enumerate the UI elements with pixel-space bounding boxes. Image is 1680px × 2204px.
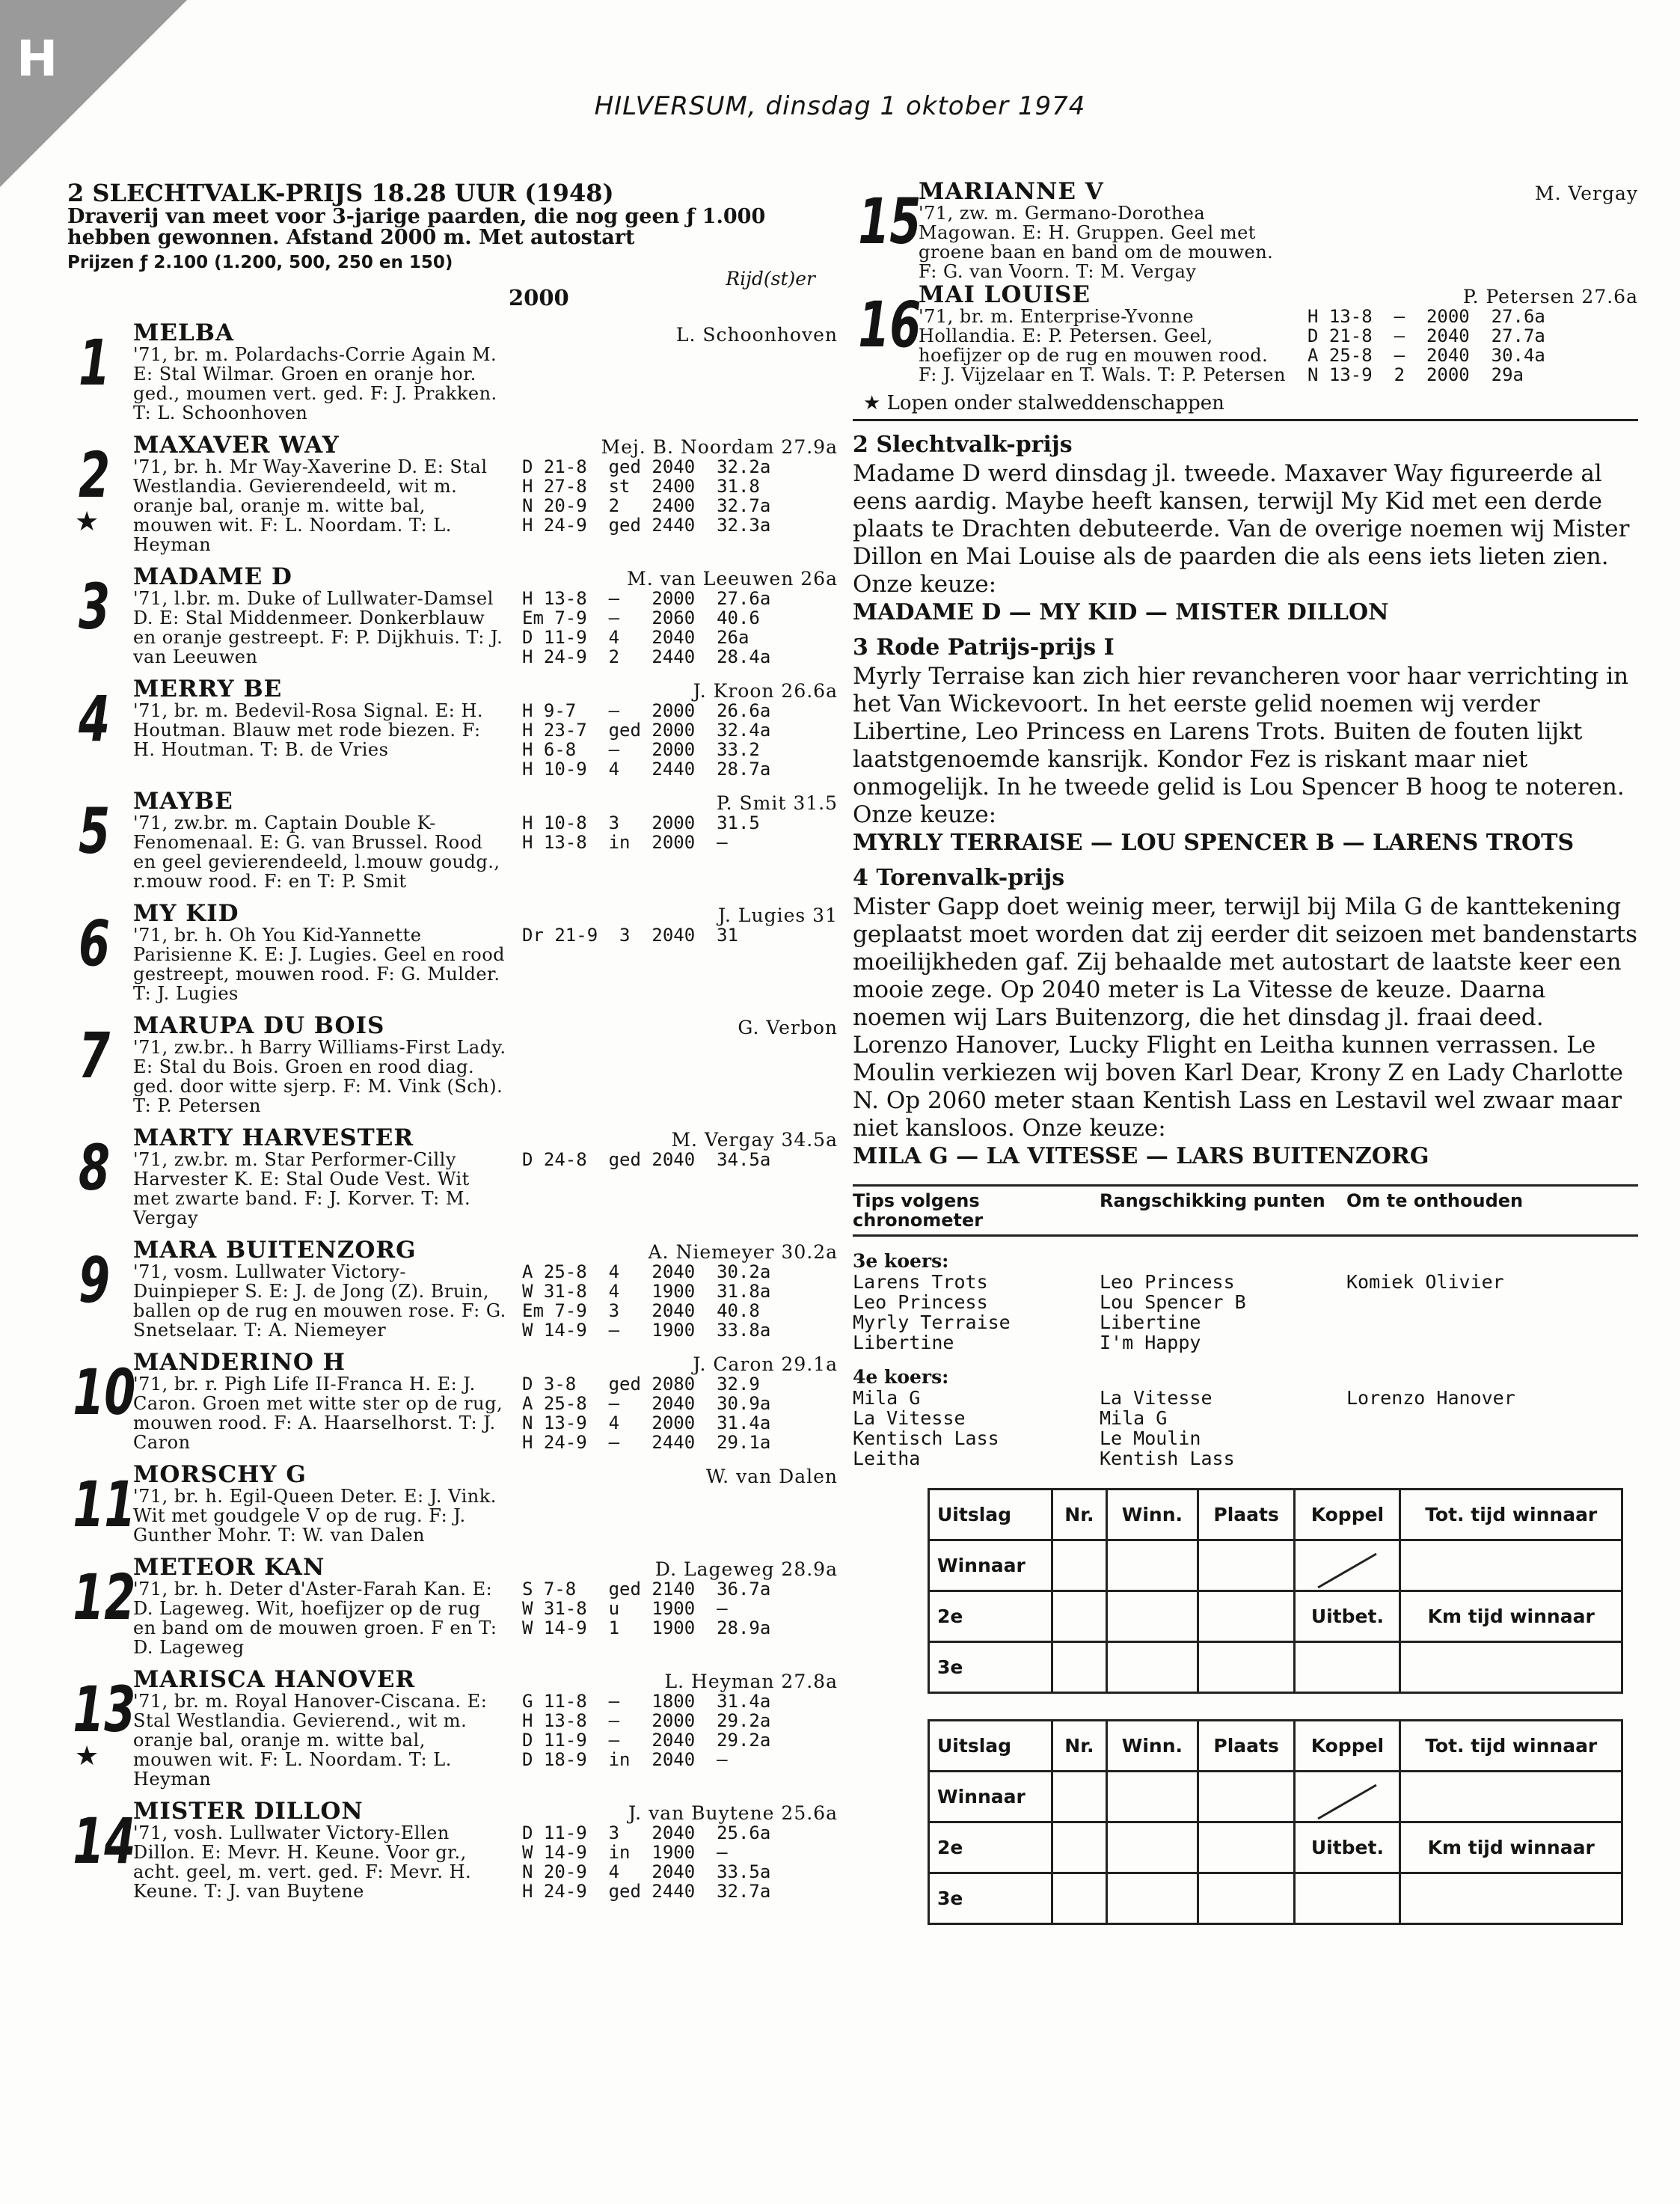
horse-rider: L. Heyman 27.8a: [664, 1671, 838, 1692]
row-label: 3e: [929, 1642, 1052, 1693]
col-header: Nr.: [1052, 1721, 1106, 1772]
horse-number: 14: [73, 1804, 136, 1878]
horse-name: MAI LOUISE: [919, 281, 1091, 308]
horse-description: '71, zw.br. m. Star Performer-Cilly Harvester K. E: Stal Oude Vest. Wit met zwarte band. F: J. Korver. T: M. Vergay: [133, 1149, 471, 1228]
horse-body: [133, 345, 838, 423]
horse-entry: [78, 900, 838, 1004]
commentary-block: [853, 633, 1638, 857]
horse-name: MERRY BE: [133, 676, 283, 702]
col-header: Winn.: [1106, 1721, 1198, 1772]
col-header: Winn.: [1106, 1490, 1198, 1540]
horse-results: D 11-9 3 2040 25.6a W 14-9 in 1900 — N 20-9 4 2040 33.5a H 24-9 ged 2440 32.7a: [522, 1822, 771, 1902]
commentary-block: [853, 863, 1638, 1171]
horse-body: [919, 307, 1638, 385]
tips-column: [853, 1272, 1100, 1353]
horse-name: MARTY HARVESTER: [133, 1124, 414, 1151]
horse-body: [133, 1692, 838, 1789]
horse-rider: M. Vergay 34.5a: [671, 1129, 838, 1151]
horse-entry: [73, 1666, 838, 1790]
tips-column: [1346, 1388, 1593, 1469]
result-table-1: [928, 1488, 1623, 1694]
divider: [853, 1234, 1638, 1237]
horse-rider: G. Verbon: [738, 1017, 838, 1038]
tips-entry: Larens Trots: [853, 1271, 988, 1293]
horse-description: '71, br. h. Mr Way-Xaverine D. E: Stal Westlandia. Gevierendeeld, wit m. oranje bal, oranje m. witte bal, mouwen wit. F: L. Noordam. T: L. Heyman: [133, 456, 488, 555]
horse-results: H 13-8 — 2000 27.6a Em 7-9 — 2060 40.6 D 11-9 4 2040 26a H 24-9 2 2440 28.4a: [522, 588, 771, 667]
horse-entry: [78, 319, 838, 423]
race-description: Draverij van meet voor 3-jarige paarden, die nog geen ƒ 1.000 hebben gewonnen. Afstand 2000 m. Met autostart: [67, 205, 766, 249]
horse-name: MANDERINO H: [133, 1349, 346, 1376]
row-label: 2e: [929, 1822, 1052, 1873]
horse-body: [133, 925, 838, 1003]
horse-results: D 21-8 ged 2040 32.2a H 27-8 st 2400 31.8 N 20-9 2 2400 32.7a H 24-9 ged 2440 32.3a: [522, 456, 771, 536]
horse-entry: [73, 1798, 838, 1902]
commentary: [853, 430, 1638, 1171]
horse-name: METEOR KAN: [133, 1554, 325, 1581]
horse-entry: [78, 1237, 838, 1341]
tips-column: [1346, 1272, 1593, 1353]
col-header: Tot. tijd winnaar: [1400, 1490, 1622, 1540]
horse-results: H 10-8 3 2000 31.5 H 13-8 in 2000 —: [522, 812, 760, 853]
right-column: [853, 180, 1638, 1925]
commentary-title: 3 Rode Patrijs-prijs I: [853, 634, 1115, 661]
commentary-text: Mister Gapp doet weinig meer, terwijl bij Mila G de kanttekening geplaatst moet worden dat zij eerder dit seizoen met bandenstarts moeilijkheden gaf. Zij behaalde met autostart de laatste keer een mooie zege. Op 2040 meter is La Vitesse de keuze. Daarna noemen wij Lars Buitenzorg, die het dinsdag jl. fraai deed. Lorenzo Hanover, Lucky Flight en Leitha kunnen verrassen. Le Moulin verkiezen wij boven Karl Dear, Krony Z en Lady Charlotte N. Op 2060 meter staan Kentish Lass en Lestavil wel zwaar maar niet kansloos. Onze keuze:: [853, 893, 1637, 1142]
tips-entry: Kentisch Lass: [853, 1427, 999, 1449]
commentary-title: 4 Torenvalk-prijs: [853, 865, 1065, 891]
horse-results: A 25-8 4 2040 30.2a W 31-8 4 1900 31.8a Em 7-9 3 2040 40.8 W 14-9 — 1900 33.8a: [522, 1261, 771, 1341]
horse-name: MISTER DILLON: [133, 1798, 364, 1825]
slash-mark: [1295, 1540, 1400, 1591]
horse-description: '71, br. m. Enterprise-Yvonne Hollandia. E: P. Petersen. Geel, hoefijzer op de rug en mouwen rood. F: J. Vijzelaar en T. Wals. T: P. Petersen: [919, 306, 1286, 385]
horse-rider: M. Vergay: [1534, 183, 1638, 204]
tips-entry: La Vitesse: [1100, 1387, 1213, 1409]
horse-name: MARUPA DU BOIS: [133, 1012, 385, 1039]
horse-description: '71, zw. m. Germano-Dorothea Magowan. E: H. Gruppen. Geel met groene baan en band om de mouwen. F: G. van Voorn. T: M. Vergay: [919, 203, 1274, 282]
horse-description: '71, br. m. Royal Hanover-Ciscana. E: Stal Westlandia. Gevierend., wit m. oranje bal, oranje m. witte bal, mouwen wit. F: L. Noordam. T: L. Heyman: [133, 1691, 488, 1790]
result-table-2: [928, 1719, 1623, 1925]
commentary-pick: MYRLY TERRAISE — LOU SPENCER B — LARENS TROTS: [853, 830, 1575, 856]
divider: [853, 419, 1638, 421]
tips-column: [1100, 1272, 1346, 1353]
race-prizes: Prijzen ƒ 2.100 (1.200, 500, 250 en 150): [67, 253, 453, 272]
rider-header: Rijd(st)er: [726, 268, 815, 290]
horse-body: [133, 1487, 838, 1545]
tips-entry: Leo Princess: [1100, 1271, 1235, 1293]
horse-entry: [78, 1124, 838, 1228]
horse-number: 4: [78, 682, 111, 756]
tips-race-label: 3e koers:: [853, 1250, 949, 1272]
horse-number: 15: [858, 185, 922, 258]
tips-column: [853, 1388, 1100, 1469]
horse-description: '71, br. m. Bedevil-Rosa Signal. E: H. Houtman. Blauw met rode biezen. F: H. Houtman. T: B. de Vries: [133, 700, 484, 760]
tips-entry: Lorenzo Hanover: [1346, 1387, 1515, 1409]
horse-description: '71, vosh. Lullwater Victory-Ellen Dillon. E: Mevr. H. Keune. Voor gr., acht. geel, m. vert. ged. F: Mevr. H. Keune. T: J. van Buytene: [133, 1822, 472, 1902]
tips-entry: Leo Princess: [853, 1291, 988, 1313]
row-label: Winnaar: [929, 1772, 1052, 1822]
horse-results: S 7-8 ged 2140 36.7a W 31-8 u 1900 — W 14-9 1 1900 28.9a: [522, 1579, 771, 1638]
tips-entry: Leitha: [853, 1448, 921, 1469]
horse-number: 13: [73, 1673, 136, 1746]
horse-description: '71, br. r. Pigh Life II-Franca H. E: J. Caron. Groen met witte ster op de rug, mouwen rood. F: A. Haarselhorst. T: J. Caron: [133, 1374, 503, 1453]
horse-rider: P. Smit 31.5: [716, 792, 838, 814]
horse-results: H 13-8 — 2000 27.6a D 21-8 — 2040 27.7a A 25-8 — 2040 30.4a N 13-9 2 2000 29a: [1307, 306, 1545, 385]
horse-number: 16: [858, 288, 922, 361]
left-column: [67, 180, 838, 1901]
col-header: Tot. tijd winnaar: [1400, 1721, 1622, 1772]
commentary-block: [853, 430, 1638, 627]
horse-rider: J. van Buytene 25.6a: [628, 1802, 838, 1824]
commentary-pick: MADAME D — MY KID — MISTER DILLON: [853, 599, 1389, 625]
tips-entry: Mila G: [1100, 1407, 1168, 1429]
horse-results: D 24-8 ged 2040 34.5a: [522, 1149, 771, 1170]
horse-entry: [73, 1349, 838, 1453]
tips-race-grid: [853, 1272, 1638, 1353]
row-label: Winnaar: [929, 1540, 1052, 1591]
tips-entry: Libertine: [1100, 1311, 1201, 1333]
horse-number: 10: [73, 1356, 136, 1429]
horse-description: '71, br. h. Oh You Kid-Yannette Parisienne K. E: J. Lugies. Geel en rood gestreept, mouwen rood. F: G. Mulder. T: J. Lugies: [133, 925, 506, 1004]
horse-name: MADAME D: [133, 563, 292, 590]
star-icon: ★: [75, 1741, 99, 1772]
tips-block: [853, 1184, 1638, 1469]
horse-rider: A. Niemeyer 30.2a: [648, 1241, 838, 1263]
tips-entry: Kentish Lass: [1100, 1448, 1235, 1469]
horse-number: 11: [73, 1468, 136, 1541]
horse-name: MY KID: [133, 900, 239, 927]
horse-entry: [78, 676, 838, 780]
horse-number: 12: [73, 1561, 136, 1634]
uitbet-label: Uitbet.: [1295, 1822, 1400, 1873]
horse-number: 7: [78, 1019, 111, 1092]
tips-entry: I'm Happy: [1100, 1332, 1201, 1353]
horse-rider: J. Kroon 26.6a: [693, 680, 838, 702]
horse-results: Dr 21-9 3 2040 31: [522, 925, 738, 946]
horse-body: [133, 1823, 838, 1901]
horse-results: H 9-7 — 2000 26.6a H 23-7 ged 2000 32.4a H 6-8 — 2000 33.2 H 10-9 4 2440 28.7a: [522, 700, 771, 780]
horse-entry: [73, 1461, 838, 1546]
horse-number: 3: [78, 570, 111, 643]
horse-entry: [78, 563, 838, 667]
horse-entry: [78, 1012, 838, 1116]
horse-description: '71, zw.br.. h Barry Williams-First Lady. E: Stal du Bois. Groen en rood diag. ged. door witte sjerp. F: M. Vink (Sch). T: P. Petersen: [133, 1037, 506, 1116]
horse-number: 2: [78, 438, 111, 512]
horse-rider: L. Schoonhoven: [675, 324, 838, 346]
tips-entry: Lou Spencer B: [1100, 1291, 1246, 1313]
col-header: Uitslag: [929, 1490, 1052, 1540]
horse-entry: [858, 178, 1638, 282]
horse-results: G 11-8 — 1800 31.4a H 13-8 — 2000 29.2a D 11-9 — 2040 29.2a D 18-9 in 2040 —: [522, 1691, 771, 1770]
horse-body: [133, 1150, 838, 1228]
col-header: Plaats: [1198, 1490, 1294, 1540]
col-header: Koppel: [1295, 1721, 1400, 1772]
page-header: HILVERSUM, dinsdag 1 oktober 1974: [594, 91, 1086, 121]
horse-body: [133, 457, 838, 554]
horse-body: [133, 813, 838, 891]
horse-rider: Mej. B. Noordam 27.9a: [601, 436, 838, 458]
horse-rider: W. van Dalen: [705, 1466, 838, 1487]
horse-description: '71, zw.br. m. Captain Double K-Fenomenaal. E: G. van Brussel. Rood en geel gevierendeeld, l.mouw goudg., r.mouw rood. F: en T: P. Smit: [133, 812, 500, 892]
uitbet-label: Uitbet.: [1295, 1591, 1400, 1642]
horse-name: MORSCHY G: [133, 1461, 307, 1488]
horse-body: [133, 589, 838, 667]
horse-rider: J. Lugies 31: [717, 904, 838, 926]
horse-name: MARIANNE V: [919, 178, 1104, 205]
horse-name: MARA BUITENZORG: [133, 1237, 417, 1264]
horse-body: [133, 1579, 838, 1657]
tips-entry: Le Moulin: [1100, 1427, 1201, 1449]
horse-rider: J. Caron 29.1a: [693, 1353, 838, 1375]
horse-number: 1: [78, 326, 111, 400]
horse-rider: P. Petersen 27.6a: [1462, 286, 1638, 307]
commentary-text: Myrly Terraise kan zich hier revancheren voor haar verrichting in het Van Wickevoort. In het eerste gelid noemen wij verder Libertine, Leo Princess en Larens Trots. Buiten de fouten lijkt laatstgenoemde kansrijk. Kondor Fez is riskant maar niet onmogelijk. In he tweede gelid is Lou Spencer B hoog te noteren. Onze keuze:: [853, 663, 1629, 828]
horse-number: 6: [78, 907, 111, 980]
horse-name: MELBA: [133, 319, 234, 346]
km-tijd-label: Km tijd winnaar: [1400, 1591, 1622, 1642]
tips-header-ranking: Rangschikking punten: [1100, 1190, 1325, 1211]
tips-header: [853, 1184, 1638, 1230]
section-letter: H: [16, 30, 58, 88]
horse-entry: [73, 1554, 838, 1658]
col-header: Plaats: [1198, 1721, 1294, 1772]
star-note: ★ Lopen onder stalweddenschappen: [863, 392, 1224, 414]
distance-header: 2000: [509, 285, 569, 310]
horse-list-right: [853, 180, 1638, 385]
horse-body: [919, 203, 1638, 281]
horse-description: '71, br. m. Polardachs-Corrie Again M. E: Stal Wilmar. Groen en oranje hor. ged., moumen vert. ged. F: J. Prakken. T: L. Schoonhoven: [133, 344, 497, 423]
horse-number: 9: [78, 1243, 111, 1317]
tips-race-grid: [853, 1388, 1638, 1469]
horse-body: [133, 1262, 838, 1340]
commentary-title: 2 Slechtvalk-prijs: [853, 432, 1073, 458]
tips-entry: Myrly Terraise: [853, 1311, 1011, 1333]
tips-entry: La Vitesse: [853, 1407, 966, 1429]
row-label: 3e: [929, 1873, 1052, 1924]
tips-header-remember: Om te onthouden: [1346, 1190, 1524, 1211]
col-header: Uitslag: [929, 1721, 1052, 1772]
tips-entry: Libertine: [853, 1332, 954, 1353]
col-header: Koppel: [1295, 1490, 1400, 1540]
km-tijd-label: Km tijd winnaar: [1400, 1822, 1622, 1873]
horse-description: '71, br. h. Deter d'Aster-Farah Kan. E: D. Lageweg. Wit, hoefijzer op de rug en band om de mouwen groen. F en T: D. Lageweg: [133, 1579, 497, 1658]
tips-header-chronometer: Tips volgens chronometer: [853, 1190, 984, 1231]
horse-name: MAYBE: [133, 788, 233, 815]
horse-entry: [75, 432, 838, 555]
horse-results: D 3-8 ged 2080 32.9 A 25-8 — 2040 30.9a N 13-9 4 2000 31.4a H 24-9 — 2440 29.1a: [522, 1374, 771, 1453]
horse-name: MARISCA HANOVER: [133, 1666, 416, 1693]
horse-name: MAXAVER WAY: [133, 432, 340, 459]
horse-body: [133, 701, 838, 779]
horse-body: [133, 1374, 838, 1452]
horse-number: 8: [78, 1131, 111, 1204]
col-header: Nr.: [1052, 1490, 1106, 1540]
row-label: 2e: [929, 1591, 1052, 1642]
horse-entry: [78, 788, 838, 892]
horse-entry: [858, 281, 1638, 385]
horse-description: '71, vosm. Lullwater Victory-Duinpieper S. E: J. de Jong (Z). Bruin, ballen op de rug en mouwen rose. F: G. Snetselaar. T: A. Niemeyer: [133, 1261, 506, 1341]
slash-mark: [1295, 1772, 1400, 1822]
tips-race-label: 4e koers:: [853, 1366, 949, 1388]
tips-column: [1100, 1388, 1346, 1469]
tips-entry: Komiek Olivier: [1346, 1271, 1504, 1293]
tips-entry: Mila G: [853, 1387, 921, 1409]
horse-description: '71, br. h. Egil-Queen Deter. E: J. Vink. Wit met goudgele V op de rug. F: J. Gunther Mohr. T: W. van Dalen: [133, 1486, 497, 1546]
commentary-text: Madame D werd dinsdag jl. tweede. Maxaver Way figureerde al eens aardig. Maybe heeft kansen, terwijl My Kid met een derde plaats te Drachten debuteerde. Van de overige noemen wij Mister Dillon en Mai Louise als de paarden die als eens iets lieten zien. Onze keuze:: [853, 460, 1630, 598]
race-title: 2 SLECHTVALK-PRIJS 18.28 UUR (1948): [67, 179, 614, 207]
horse-description: '71, l.br. m. Duke of Lullwater-Damsel D. E: Stal Middenmeer. Donkerblauw en oranje gestreept. F: P. Dijkhuis. T: J. van Leeuwen: [133, 588, 503, 667]
horse-list: [67, 321, 838, 1901]
commentary-pick: MILA G — LA VITESSE — LARS BUITENZORG: [853, 1143, 1429, 1169]
star-icon: ★: [75, 506, 99, 537]
horse-rider: M. van Leeuwen 26a: [627, 568, 838, 590]
horse-rider: D. Lageweg 28.9a: [654, 1558, 838, 1580]
horse-number: 5: [78, 795, 111, 868]
horse-body: [133, 1038, 838, 1115]
tips-races: [853, 1250, 1638, 1469]
